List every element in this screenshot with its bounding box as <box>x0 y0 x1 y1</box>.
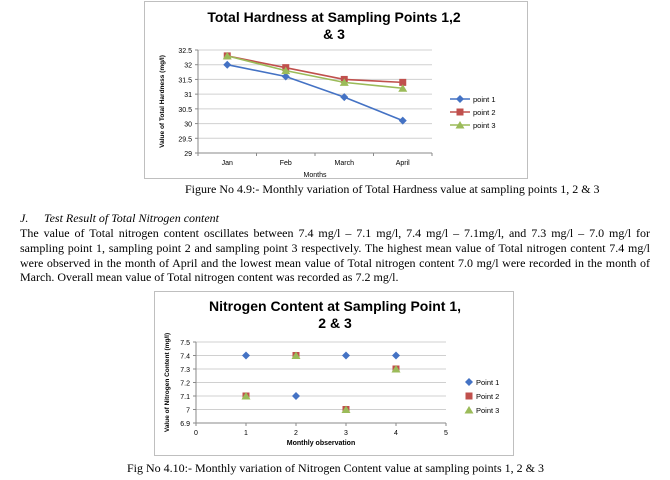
data-point-marker <box>242 352 250 360</box>
section-title: Test Result of Total Nitrogen content <box>44 211 220 225</box>
x-tick-label: 2 <box>294 430 298 437</box>
legend-label: Point 3 <box>476 406 500 415</box>
chart-title-line: 2 & 3 <box>318 315 352 331</box>
x-tick-label: 4 <box>394 430 398 437</box>
y-tick-label: 7.1 <box>180 394 190 401</box>
legend-marker <box>465 406 474 414</box>
y-tick-label: 6.9 <box>180 421 190 428</box>
chart-title-line: Total Hardness at Sampling Points 1,2 <box>207 9 461 25</box>
data-point-marker <box>292 392 300 400</box>
y-axis-title: Value of Total Hardness (mg/l) <box>159 55 166 148</box>
figure-4-10-caption: Fig No 4.10:- Monthly variation of Nitrogen Content value at sampling points 1, 2 & 3 <box>127 461 544 475</box>
legend-marker <box>457 109 464 116</box>
nitrogen-content-chart-svg <box>155 292 513 455</box>
x-tick-label: April <box>395 160 410 167</box>
y-tick-label: 32.5 <box>178 48 192 55</box>
legend-marker <box>456 95 464 103</box>
y-tick-label: 29 <box>184 151 192 158</box>
total-hardness-chart-svg <box>145 2 527 178</box>
legend-label: Point 2 <box>476 392 500 401</box>
x-tick-label: Feb <box>279 160 292 167</box>
x-tick-label: March <box>334 160 354 167</box>
x-tick-label: 5 <box>444 430 448 437</box>
legend-label: point 1 <box>473 95 496 104</box>
data-point-marker <box>342 352 350 360</box>
section-heading <box>20 211 219 226</box>
section-number: J. <box>20 211 29 225</box>
y-tick-label: 7.4 <box>180 353 190 361</box>
legend-label: point 2 <box>473 108 496 117</box>
nitrogen-content-chart <box>154 291 514 456</box>
y-tick-label: 30 <box>184 121 192 129</box>
legend-label: point 3 <box>473 121 496 130</box>
total-hardness-chart <box>144 1 528 179</box>
x-tick-label: 0 <box>194 430 198 437</box>
y-tick-label: 30.5 <box>178 106 192 114</box>
data-point-marker <box>223 61 231 69</box>
legend-label: Point 1 <box>476 378 500 387</box>
y-tick-label: 31.5 <box>178 77 192 85</box>
y-tick-label: 29.5 <box>178 136 192 144</box>
y-tick-label: 7.2 <box>180 380 190 388</box>
series-line <box>227 56 403 82</box>
x-tick-label: Jan <box>221 160 233 167</box>
x-tick-label: 1 <box>244 430 248 437</box>
data-point-marker <box>392 352 400 360</box>
section-paragraph: The value of Total nitrogen content oscillates between 7.4 mg/l – 7.1 mg/l, 7.4 mg/l – 7.1mg/l, and 7.3 mg/l – 7.0 mg/l for sampling point 1, sampling point 2 and sampling point 3 respectively. The highest mean value of Total nitrogen content 7.4 mg/l were observed in the month of April and the lowest mean value of Total nitrogen content 7.0 mg/l were recorded in the month of March. Overall mean value of Total nitrogen content was recorded as 7.2 mg/l. <box>20 226 650 285</box>
figure-4-9-caption: Figure No 4.9:- Monthly variation of Total Hardness value at sampling points 1, 2 & 3 <box>185 182 600 196</box>
chart-title-line: Nitrogen Content at Sampling Point 1, <box>209 298 461 314</box>
x-tick-label: 3 <box>344 430 348 437</box>
x-axis-title: Months <box>303 172 327 178</box>
chart-title-line: & 3 <box>323 26 345 42</box>
y-tick-label: 32 <box>184 62 192 70</box>
legend-marker <box>465 378 473 386</box>
x-axis-title: Monthly observation <box>286 440 356 447</box>
y-tick-label: 7 <box>186 407 190 415</box>
y-tick-label: 31 <box>184 92 192 100</box>
y-tick-label: 7.5 <box>180 340 190 347</box>
y-tick-label: 7.3 <box>180 367 190 374</box>
y-axis-title: Value of Nitrogen Content (mg/l) <box>164 332 171 433</box>
legend-marker <box>466 393 473 400</box>
